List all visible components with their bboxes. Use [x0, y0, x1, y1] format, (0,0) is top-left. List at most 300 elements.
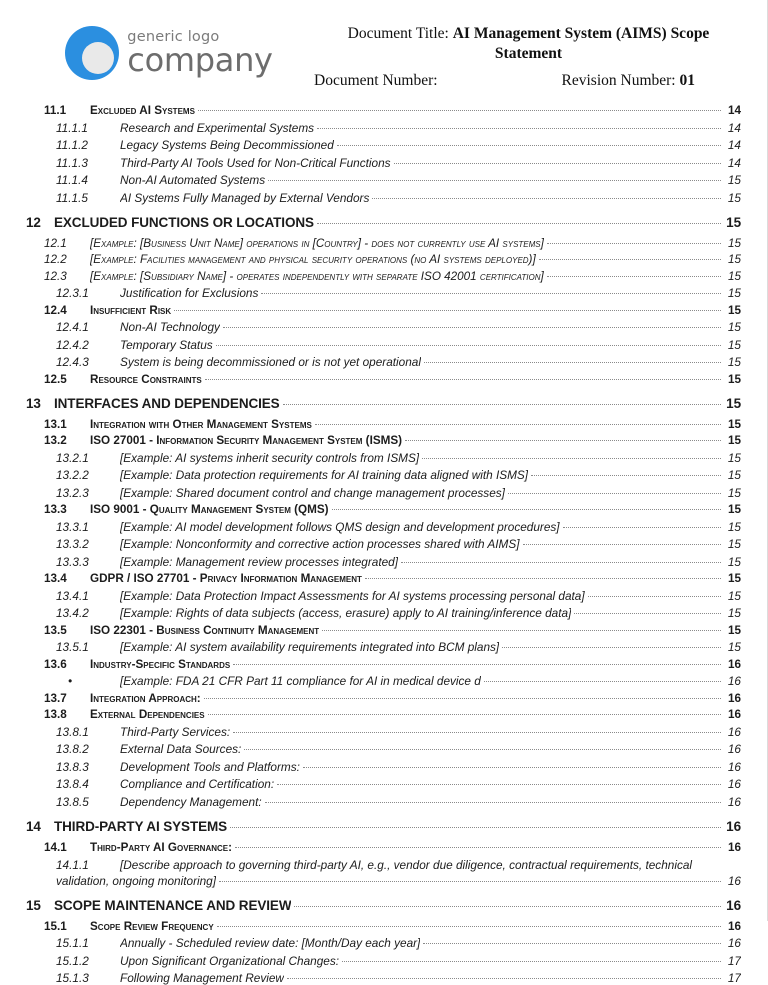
toc-entry-body: [120, 589, 741, 603]
toc-entry[interactable]: [26, 624, 741, 637]
toc-entry-title: Excluded AI Systems: [90, 104, 195, 117]
toc-entry-body: [90, 434, 741, 447]
toc-leader-dots: [244, 748, 721, 750]
toc-entry-page: 15: [727, 337, 741, 352]
toc-leader-dots: [217, 925, 721, 927]
toc-entry[interactable]: [26, 396, 741, 411]
toc-entry-title: Non-AI Automated Systems: [120, 173, 266, 187]
toc-leader-dots: [547, 275, 721, 277]
toc-entry-page: 15: [727, 537, 741, 551]
toc-leader-dots: [484, 680, 721, 682]
toc-entry-page: 16: [726, 897, 741, 913]
toc-entry[interactable]: [26, 572, 741, 585]
toc-entry-page: 15: [727, 640, 741, 654]
toc-entry-page: 16: [727, 794, 741, 809]
toc-entry[interactable]: [26, 658, 741, 671]
toc-entry-title: Third-Party AI Tools Used for Non-Critical Functions: [120, 155, 391, 170]
toc-entry-number: 13.3.3: [56, 554, 89, 569]
toc-entry-number: 13.3.2: [56, 537, 89, 551]
toc-entry-number: 12.2: [44, 253, 67, 266]
toc-entry-number: 13.8.1: [56, 724, 89, 739]
toc-entry-page: 16: [727, 777, 741, 791]
toc-entry[interactable]: [26, 418, 741, 431]
toc-entry-number: 13.8.2: [56, 742, 89, 756]
toc-leader-dots: [233, 663, 721, 665]
toc-entry-number: 13.6: [44, 657, 67, 671]
toc-entry-body: [120, 971, 741, 985]
toc-entry-page: 16: [727, 873, 741, 888]
toc-entry-body: [54, 898, 741, 913]
document-number-row: [314, 72, 743, 90]
toc-leader-dots: [372, 197, 721, 199]
toc-entry-number: 13.3: [44, 503, 67, 516]
toc-entry-title: Industry-Specific Standards: [90, 657, 231, 671]
toc-entry-body: [120, 555, 741, 569]
toc-entry-page: 14: [727, 120, 741, 135]
toc-entry-title: GDPR / ISO 27701 - Privacy Information Management: [90, 572, 362, 585]
toc-entry-body: [120, 537, 741, 551]
toc-entry[interactable]: [26, 451, 741, 465]
toc-entry-body: [120, 138, 741, 152]
toc-entry-page: 15: [727, 173, 741, 187]
toc-entry-page: 16: [727, 759, 741, 774]
toc-entry-page: 15: [727, 269, 741, 283]
toc-entry-body: [90, 503, 741, 516]
toc-leader-dots: [223, 326, 721, 328]
toc-entry[interactable]: [26, 173, 741, 187]
toc-entry-body: [54, 819, 741, 834]
toc-entry[interactable]: [26, 795, 741, 809]
toc-entry-body: [120, 606, 741, 620]
toc-entry-title: [Example: Management review processes integrated]: [120, 554, 399, 569]
toc-entry-body: [90, 841, 741, 854]
toc-entry-body: [120, 191, 741, 205]
toc-leader-dots: [315, 423, 721, 425]
revision-number-label: Revision Number:: [561, 71, 676, 89]
toc-entry-page: 15: [727, 417, 741, 431]
toc-entry-page: 15: [727, 572, 741, 585]
toc-entry[interactable]: [26, 640, 741, 654]
toc-entry-body: [120, 173, 741, 187]
toc-entry-body: [120, 355, 741, 369]
toc-leader-dots: [174, 309, 721, 311]
toc-entry-body: [90, 304, 741, 317]
toc-entry-page: 15: [727, 355, 741, 369]
toc-entry-page: 15: [727, 320, 741, 334]
toc-entry-body: [120, 338, 741, 352]
toc-entry-body: [120, 777, 741, 791]
toc-entry-title: Temporary Status: [120, 337, 213, 352]
toc-entry[interactable]: [26, 486, 741, 500]
toc-entry-title: [Example: AI model development follows QMS design and development procedures]: [120, 519, 560, 534]
toc-entry-number: 12.4.2: [56, 337, 89, 352]
toc-entry-body: [120, 468, 741, 482]
toc-entry-page: 16: [727, 674, 741, 688]
toc-entry[interactable]: [26, 971, 741, 985]
toc-leader-dots: [424, 361, 721, 363]
toc-entry-page: 16: [727, 936, 741, 951]
toc-entry-number: 13.3.1: [56, 519, 89, 534]
toc-leader-dots: [405, 439, 721, 441]
toc-entry-title: [Example: Facilities management and physical security operations (no AI systems deployed)]: [90, 253, 536, 266]
toc-entry[interactable]: [26, 898, 741, 913]
toc-entry[interactable]: [26, 355, 741, 369]
toc-entry-title: Upon Significant Organizational Changes:: [120, 953, 340, 968]
toc-leader-dots: [235, 846, 721, 848]
document-number-label: Document Number:: [314, 71, 438, 89]
toc-leader-dots: [317, 127, 721, 129]
toc-entry-body: [90, 270, 741, 283]
toc-leader-dots: [508, 492, 721, 494]
toc-leader-dots: [261, 292, 721, 294]
toc-entry-page: 15: [727, 468, 741, 482]
toc-entry-number: 11.1.5: [56, 190, 88, 205]
toc-leader-dots: [230, 826, 721, 828]
toc-leader-dots: [332, 508, 721, 510]
toc-entry-page: 15: [727, 372, 741, 386]
toc-entry-number: 13.2: [44, 434, 67, 447]
document-title-value: AI Management System (AIMS) Scope Statement: [452, 25, 710, 62]
toc-entry-number: 13.4.2: [56, 606, 89, 620]
toc-entry[interactable]: [26, 841, 741, 854]
toc-entry-title: Third-Party AI Governance:: [90, 840, 233, 854]
toc-entry-page: 16: [727, 708, 741, 721]
toc-entry-body: [120, 156, 741, 170]
toc-entry-page: 14: [727, 104, 741, 117]
toc-leader-dots: [394, 162, 721, 164]
toc-entry[interactable]: [26, 215, 741, 230]
toc-entry[interactable]: [26, 742, 741, 756]
toc-entry-title: Non-AI Technology: [120, 320, 220, 334]
toc-entry-number: 15.1.2: [56, 953, 89, 968]
toc-entry-body: [120, 520, 741, 534]
toc-entry-number: 12: [26, 214, 41, 230]
toc-leader-dots: [365, 577, 721, 579]
toc-entry-title: INTERFACES AND DEPENDENCIES: [54, 395, 280, 411]
toc-entry-page: 16: [727, 691, 741, 705]
toc-leader-dots: [523, 543, 721, 545]
toc-entry-number: 15.1: [44, 919, 67, 933]
toc-entry-body: [54, 396, 741, 411]
toc-entry-body: [90, 624, 741, 637]
toc-entry[interactable]: [26, 237, 741, 250]
toc-entry-number: 12.1: [44, 236, 67, 250]
toc-entry-title: Compliance and Certification:: [120, 777, 275, 791]
toc-entry-body: [120, 760, 741, 774]
toc-entry-page: 15: [727, 588, 741, 603]
toc-entry-number: 13.2.3: [56, 485, 89, 500]
toc-entry-number: 11.1.3: [56, 155, 88, 170]
toc-entry-number: 13.8.4: [56, 777, 89, 791]
toc-entry-page: 16: [726, 818, 741, 834]
toc-entry-number: 12.3: [44, 269, 67, 283]
toc-entry-title: ISO 9001 - Quality Management System (QMS): [90, 503, 329, 516]
toc-leader-dots: [337, 144, 721, 146]
toc-entry-number: 11.1.2: [56, 138, 88, 152]
toc-entry-number: 13.8.3: [56, 759, 89, 774]
toc-entry-page: 14: [727, 138, 741, 152]
toc-entry-title: Third-Party Services:: [120, 724, 231, 739]
revision-number-value: 01: [679, 71, 695, 89]
toc-entry-title: THIRD-PARTY AI SYSTEMS: [54, 818, 228, 834]
toc-entry-number: 15.1.3: [56, 971, 89, 985]
toc-entry-page: 15: [726, 214, 741, 230]
toc-entry-body: [120, 936, 741, 950]
toc-entry-number: 14.1.1: [56, 858, 89, 872]
toc-entry-page: 14: [727, 155, 741, 170]
toc-entry[interactable]: [26, 304, 741, 317]
toc-entry[interactable]: [26, 156, 741, 170]
toc-entry-title: Dependency Management:: [120, 794, 262, 809]
toc-entry-body: [120, 451, 741, 465]
toc-entry[interactable]: [26, 555, 741, 569]
toc-entry-body: [90, 373, 741, 386]
toc-entry-title: [Example: Data protection requirements for AI training data aligned with ISMS]: [120, 468, 529, 482]
toc-entry-page: 16: [727, 724, 741, 739]
toc-leader-dots: [342, 960, 721, 962]
toc-entry-page: 15: [727, 519, 741, 534]
toc-entry-title: [Example: FDA 21 CFR Part 11 compliance for AI in medical device d: [120, 674, 481, 688]
toc-leader-dots: [588, 595, 721, 597]
toc-entry[interactable]: [26, 320, 741, 334]
toc-entry[interactable]: [26, 468, 741, 482]
toc-entry-body: [120, 725, 741, 739]
toc-entry-page: 16: [727, 840, 741, 854]
toc-entry[interactable]: [26, 760, 741, 774]
toc-entry-page: 15: [727, 190, 741, 205]
toc-entry-title: SCOPE MAINTENANCE AND REVIEW: [54, 897, 292, 913]
toc-entry-page: 15: [727, 485, 741, 500]
toc-entry[interactable]: [26, 286, 741, 300]
toc-entry-body: [120, 121, 741, 135]
toc-entry-title: [Example: AI system availability requirements integrated into BCM plans]: [120, 640, 500, 654]
toc-entry-number: 14: [26, 818, 41, 834]
toc-entry-number: 12.4.3: [56, 355, 89, 369]
toc-leader-dots: [265, 801, 721, 803]
toc-leader-dots: [547, 242, 721, 244]
toc-leader-dots: [219, 880, 721, 882]
toc-entry[interactable]: [26, 121, 741, 135]
toc-entry-page: 16: [727, 919, 741, 933]
logo-bottom-text: company: [127, 40, 273, 79]
toc-entry-body: [90, 104, 741, 117]
toc-leader-dots: [317, 222, 721, 224]
toc-entry-number: 14.1: [44, 840, 67, 854]
toc-leader-dots: [422, 457, 721, 459]
toc-entry-title: Integration with Other Management Systems: [90, 417, 312, 431]
logo-top-text: generic logo: [127, 29, 220, 46]
toc-entry-body: [120, 674, 741, 688]
toc-entry-title: [Example: Shared document control and change management processes]: [120, 485, 505, 500]
toc-entry-body: [120, 486, 741, 500]
toc-entry-title: Annually - Scheduled review date: [Month/Day each year]: [120, 936, 421, 951]
toc-entry-body: [90, 920, 741, 933]
toc-entry[interactable]: [26, 270, 741, 283]
toc-entry-body: [120, 320, 741, 334]
toc-entry-body: [120, 742, 741, 756]
toc-entry-page: 15: [727, 503, 741, 516]
toc-entry-title: Research and Experimental Systems: [120, 120, 315, 135]
toc-entry-page: 16: [727, 742, 741, 756]
toc-entry[interactable]: [26, 338, 741, 352]
toc-entry-title: [Example: Nonconformity and corrective action processes shared with AIMS]: [120, 537, 520, 551]
toc-entry[interactable]: [26, 819, 741, 834]
revision-number: [562, 72, 737, 90]
toc-leader-dots: [216, 344, 721, 346]
toc-leader-dots: [502, 646, 721, 648]
toc-entry-page: 15: [727, 253, 741, 266]
toc-entry-title: Scope Review Frequency: [90, 919, 214, 933]
toc-entry-number: 13.2.2: [56, 468, 89, 482]
toc-entry-title: Development Tools and Platforms:: [120, 759, 300, 774]
toc-entry-title: ISO 22301 - Business Continuity Management: [90, 623, 320, 637]
toc-entry-title: Integration Approach:: [90, 691, 201, 705]
toc-leader-dots: [401, 561, 721, 563]
toc-entry-number: 13.8: [44, 708, 67, 721]
toc-entry-number: 15: [26, 897, 41, 913]
toc-leader-dots: [268, 179, 721, 181]
table-of-contents: [0, 100, 767, 985]
toc-entry-page: 17: [727, 971, 741, 985]
toc-leader-dots: [531, 474, 721, 476]
toc-entry[interactable]: [26, 777, 741, 791]
toc-entry-page: 15: [727, 236, 741, 250]
toc-entry-title: Resource Constraints: [90, 372, 202, 386]
toc-leader-dots: [294, 905, 721, 907]
toc-entry-title: Following Management Review: [120, 971, 284, 985]
toc-entry-number: 12.5: [44, 372, 67, 386]
toc-entry-title: Insufficient Risk: [90, 303, 172, 317]
toc-entry[interactable]: [26, 434, 741, 447]
toc-entry-number: 13: [26, 395, 41, 411]
toc-leader-dots: [322, 629, 721, 631]
toc-bullet-icon: •: [68, 674, 73, 688]
toc-entry-page: 15: [727, 450, 741, 465]
toc-leader-dots: [204, 697, 721, 699]
toc-entry-number: 13.7: [44, 691, 67, 705]
toc-entry-number: 11.1: [44, 104, 67, 117]
toc-entry[interactable]: [26, 138, 741, 152]
document-title-row: [314, 24, 743, 64]
toc-entry-body: [120, 286, 741, 300]
toc-entry-body: [90, 253, 741, 266]
toc-entry-title: [Example: [Business Unit Name] operations in [Country] - does not currently use AI systems]: [90, 236, 544, 250]
toc-entry-title: System is being decommissioned or is not yet operational: [120, 355, 421, 369]
toc-entry-page: 15: [727, 434, 741, 447]
toc-leader-dots: [563, 526, 721, 528]
toc-leader-dots: [205, 378, 721, 380]
toc-entry-body: [120, 640, 741, 654]
toc-entry-number: 13.2.1: [56, 450, 89, 465]
toc-entry-body: [90, 237, 741, 250]
toc-entry-title: [Describe approach to governing third-party AI, e.g., vendor due diligence, contractual requirements, technical: [120, 858, 693, 872]
toc-entry-body: [90, 692, 741, 705]
toc-entry[interactable]: [26, 708, 741, 721]
toc-leader-dots: [303, 766, 721, 768]
toc-leader-dots: [574, 612, 721, 614]
header-metadata: [314, 22, 743, 90]
toc-entry-number: 13.5.1: [56, 640, 89, 654]
toc-entry-title: [Example: [Subsidiary Name] - operates independently with separate ISO 42001 certification]: [90, 269, 544, 283]
toc-entry-number: 13.5: [44, 623, 67, 637]
toc-entry-body: [90, 708, 741, 721]
toc-entry-title-continued: validation, ongoing monitoring]: [56, 873, 217, 888]
toc-entry[interactable]: [26, 520, 741, 534]
toc-leader-dots: [198, 109, 721, 111]
toc-entry[interactable]: [26, 674, 741, 688]
toc-entry[interactable]: [26, 589, 741, 603]
document-header: [0, 0, 767, 100]
toc-entry-number: 13.8.5: [56, 794, 89, 809]
toc-entry[interactable]: [26, 692, 741, 705]
toc-entry-number: 13.4: [44, 572, 67, 585]
toc-entry-page: 15: [727, 606, 741, 620]
document-title-label: Document Title:: [347, 25, 449, 42]
toc-entry-title: AI Systems Fully Managed by External Vendors: [120, 190, 370, 205]
toc-leader-dots: [208, 713, 721, 715]
toc-entry-page: 15: [727, 286, 741, 300]
toc-entry-number: 15.1.1: [56, 936, 89, 951]
toc-entry[interactable]: [26, 954, 741, 968]
toc-entry-body: [120, 954, 741, 968]
toc-leader-dots: [287, 977, 721, 979]
toc-entry[interactable]: [26, 191, 741, 205]
toc-entry-number: 11.1.4: [56, 173, 88, 187]
toc-entry[interactable]: [26, 936, 741, 950]
toc-leader-dots: [277, 783, 721, 785]
toc-entry[interactable]: [26, 725, 741, 739]
toc-entry-body: [54, 215, 741, 230]
toc-entry-title: EXCLUDED FUNCTIONS OR LOCATIONS: [54, 214, 314, 230]
toc-entry-title: [Example: Rights of data subjects (access, erasure) apply to AI training/inference data]: [120, 606, 572, 620]
toc-entry-title: Justification for Exclusions: [120, 286, 259, 300]
toc-leader-dots: [283, 403, 721, 405]
toc-leader-dots: [423, 942, 721, 944]
toc-entry[interactable]: [26, 253, 741, 266]
circle-logo-icon: [65, 26, 119, 80]
toc-entry-body: [90, 572, 741, 585]
toc-entry[interactable]: [26, 503, 741, 516]
toc-entry[interactable]: [26, 857, 741, 888]
toc-entry-title: External Dependencies: [90, 708, 205, 721]
toc-entry-body: [90, 658, 741, 671]
toc-entry-page: 15: [727, 303, 741, 317]
toc-entry[interactable]: [26, 920, 741, 933]
toc-entry-number: 12.4: [44, 303, 67, 317]
toc-entry[interactable]: [26, 104, 741, 117]
toc-entry-title: ISO 27001 - Information Security Management System (ISMS): [90, 434, 403, 447]
toc-entry-number: 12.4.1: [56, 320, 89, 334]
toc-entry[interactable]: [26, 606, 741, 620]
toc-entry-page: 16: [727, 657, 741, 671]
toc-entry-title: [Example: Data Protection Impact Assessments for AI systems processing personal data]: [120, 588, 585, 603]
company-logo: [24, 22, 314, 80]
toc-entry-number: 13.1: [44, 417, 67, 431]
toc-entry-page: 15: [727, 623, 741, 637]
toc-entry[interactable]: [26, 537, 741, 551]
toc-entry-number: 13.4.1: [56, 588, 89, 603]
toc-entry-number: 12.3.1: [56, 286, 89, 300]
toc-leader-dots: [233, 731, 721, 733]
toc-entry-page: 15: [727, 554, 741, 569]
toc-entry-page: 15: [726, 395, 741, 411]
toc-entry-page: 17: [727, 953, 741, 968]
toc-entry[interactable]: [26, 373, 741, 386]
toc-entry-number: 11.1.1: [56, 120, 88, 135]
toc-entry-title: [Example: AI systems inherit security controls from ISMS]: [120, 450, 420, 465]
toc-entry-body: [90, 418, 741, 431]
toc-entry-title: Legacy Systems Being Decommissioned: [120, 138, 334, 152]
